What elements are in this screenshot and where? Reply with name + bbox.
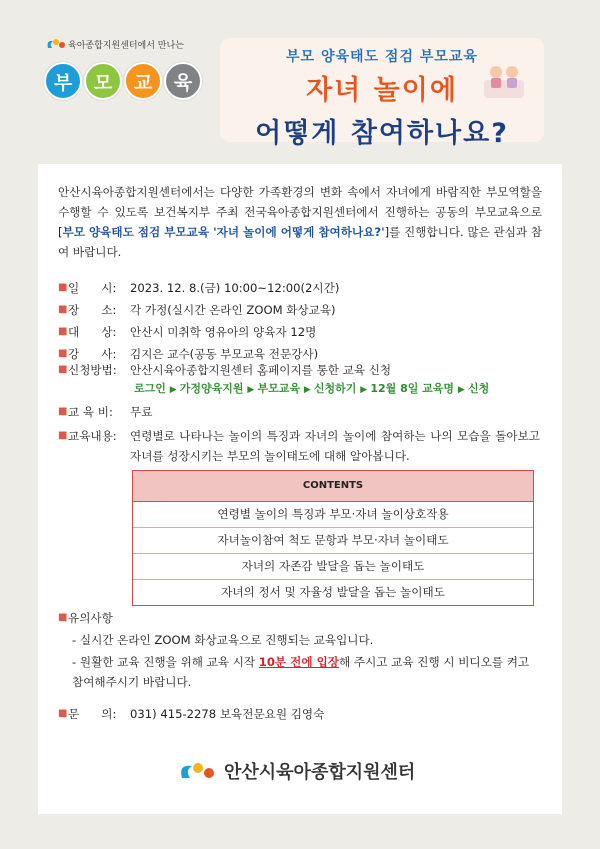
notes-title-row: [58, 608, 113, 628]
apply-step-3: 부모교육: [257, 382, 300, 395]
bullet-icon: ■: [58, 406, 68, 417]
logo-tagline: 육아종합지원센터에서 만나는: [68, 40, 184, 51]
badge-4: 육: [164, 62, 202, 100]
detail-value: 안산시육아종합지원센터 홈페이지를 통한 교육 신청: [130, 363, 392, 377]
apply-step-1: 로그인: [134, 382, 166, 395]
title-box: [220, 38, 544, 149]
footer-org-name: 안산시육아종합지원센터: [224, 762, 416, 783]
badge-3: 교: [124, 62, 162, 100]
program-badges: [44, 62, 214, 100]
notes-title: 유의사항: [68, 611, 113, 625]
arrow-right-icon: ▶: [360, 385, 371, 395]
detail-row-date: [58, 278, 339, 298]
apply-step-6: 신청: [467, 382, 490, 395]
title-subtitle: 부모 양육태도 점검 부모교육: [286, 49, 478, 65]
detail-label: 교육내용:: [68, 429, 117, 443]
intro-paragraph: [58, 182, 542, 262]
contents-item: 자녀의 자존감 발달을 돕는 놀이태도: [133, 554, 533, 580]
detail-value: 2023. 12. 8.(금) 10:00~12:00(2시간): [130, 281, 340, 295]
bullet-icon: ■: [58, 364, 68, 375]
note-item-2: [72, 652, 542, 692]
detail-value: 안산시 미취학 영유아의 양육자 12명: [130, 325, 317, 339]
detail-label: 장 소:: [68, 303, 117, 317]
detail-value: 각 가정(실시간 온라인 ZOOM 화상교육): [130, 303, 336, 317]
title-line-1: 자녀 놀이에: [306, 75, 458, 106]
center-logo-icon: [176, 758, 218, 784]
note-item-2-text-a: - 원활한 교육 진행을 위해 교육 시작: [72, 655, 259, 669]
detail-label: 일 시:: [68, 281, 117, 295]
contents-item: 연령별 놀이의 특징과 부모·자녀 놀이상호작용: [133, 502, 533, 528]
intro-text-2: ]를 진행합니다. 많은 관심과 참여 바랍니다.: [58, 225, 542, 259]
bullet-icon: ■: [58, 612, 68, 623]
contact-row: [58, 704, 324, 724]
detail-row-target: [58, 322, 316, 342]
detail-label: 대 상:: [68, 325, 117, 339]
logo-tagline-row: [44, 36, 214, 52]
bullet-icon: ■: [58, 304, 68, 315]
bullet-icon: ■: [58, 348, 68, 359]
detail-value: 무료: [130, 405, 153, 419]
detail-value: 연령별로 나타나는 놀이의 특징과 자녀의 놀이에 참여하는 나의 모습을 돌아보고 자녀를 성장시키는 부모의 놀이태도에 대해 알아봅니다.: [130, 429, 540, 463]
contents-heading: CONTENTS: [133, 471, 533, 502]
bullet-icon: ■: [58, 282, 68, 293]
detail-label: 강 사:: [68, 347, 117, 361]
intro-highlight-2: '자녀 놀이에 어떻게 참여하나요?': [209, 225, 385, 239]
arrow-right-icon: ▶: [303, 385, 314, 395]
detail-row-content: [58, 426, 542, 466]
contact-label: 문 의:: [68, 707, 117, 721]
arrow-right-icon: ▶: [169, 385, 180, 395]
apply-step-2: 가정양육지원: [179, 382, 244, 395]
badge-1: 부: [44, 62, 82, 100]
detail-value: 김지은 교수(공동 부모교육 전문강사): [130, 347, 319, 361]
footer-logo: [176, 758, 415, 784]
intro-highlight-1: 부모 양육태도 점검 부모교육: [62, 225, 210, 239]
title-line-2: 어떻게 참여하나요?: [255, 118, 509, 149]
contents-table: [132, 470, 534, 606]
children-illustration-icon: [482, 58, 526, 102]
bullet-icon: ■: [58, 708, 68, 719]
detail-label: 교 육 비:: [68, 405, 113, 419]
note-item-2-emphasis: 10분 전에 입장: [258, 655, 339, 669]
content-card: [38, 164, 562, 814]
detail-label: 신청방법:: [68, 363, 117, 377]
apply-step-4: 신청하기: [313, 382, 357, 395]
bullet-icon: ■: [58, 326, 68, 337]
arrow-right-icon: ▶: [457, 385, 468, 395]
note-item-1: - 실시간 온라인 ZOOM 화상교육으로 진행되는 교육입니다.: [72, 633, 374, 647]
apply-path: [134, 380, 489, 396]
apply-step-5: 12월 8일 교육명: [370, 382, 455, 395]
detail-row-fee: [58, 402, 152, 422]
note-item-2-text-b: 해 주시고 교육 진행 시 비디오를 켜고 참여해주시기 바랍니다.: [72, 655, 530, 689]
bullet-icon: ■: [58, 430, 68, 441]
badge-2: 모: [84, 62, 122, 100]
center-logo-icon: [44, 36, 66, 52]
program-logo: [44, 36, 214, 100]
intro-text-1: 안산시육아종합지원센터에서는 다양한 가족환경의 변화 속에서 자녀에게 바람직한 부모역할을 수행할 수 있도록 보건복지부 주최 전국육아종합지원센터에서 진행하는 공동의 부모교육으로 [: [58, 185, 542, 239]
arrow-right-icon: ▶: [247, 385, 258, 395]
contents-item: 자녀놀이참여 척도 문항과 부모·자녀 놀이태도: [133, 528, 533, 554]
contents-item: 자녀의 정서 및 자율성 발달을 돕는 놀이태도: [221, 585, 445, 599]
detail-row-place: [58, 300, 336, 320]
detail-row-apply: [58, 360, 391, 380]
contact-value: 031) 415-2278 보육전문요원 김영숙: [130, 707, 325, 721]
